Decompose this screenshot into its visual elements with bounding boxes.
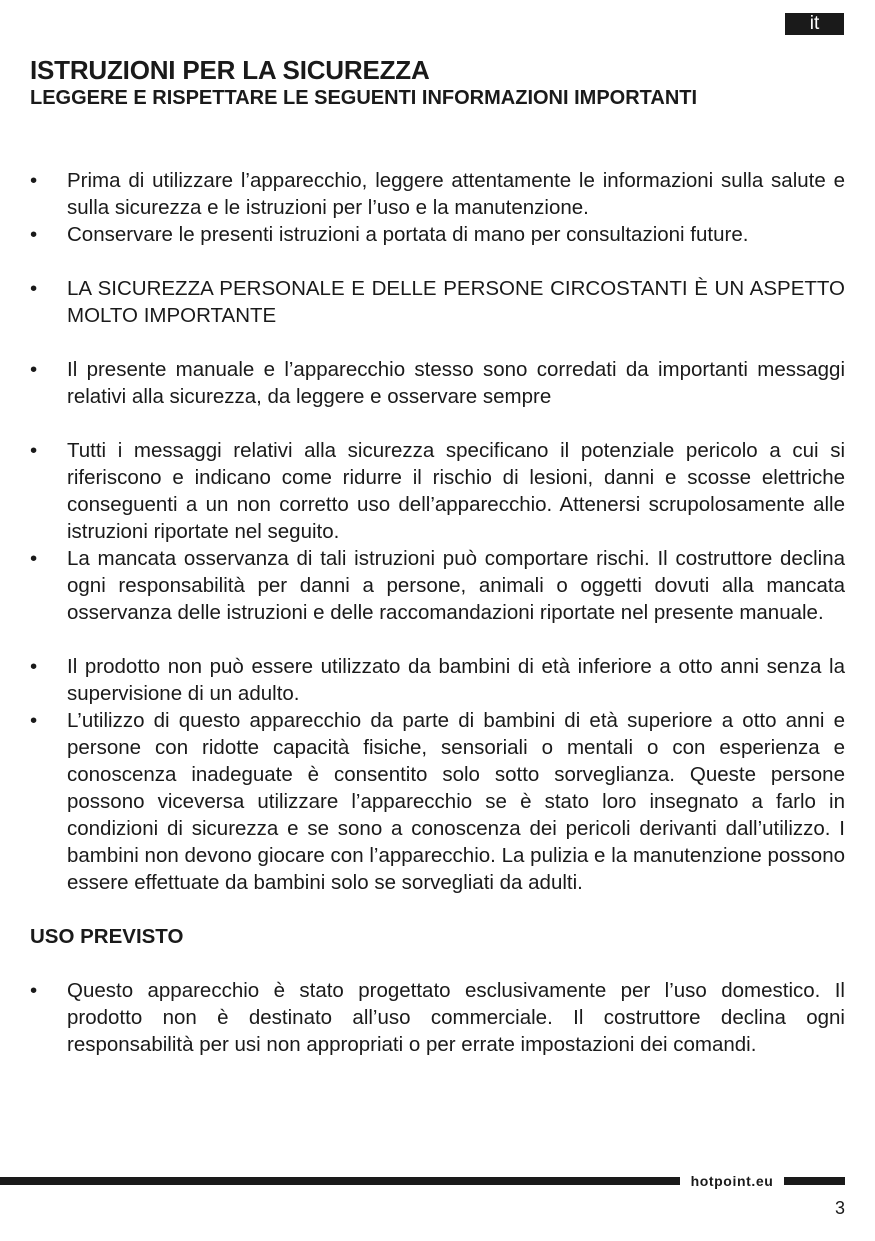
footer-divider-right — [784, 1177, 845, 1185]
list-item: • Il prodotto non può essere utilizzato da bambini di età inferiore a otto anni senza la supervisione di un adulto. — [30, 653, 845, 707]
list-item: • L’utilizzo di questo apparecchio da parte di bambini di età superiore a otto anni e persone con ridotte capacità fisiche, sensoriali o mentali o con esperienza e conoscenza inadeguate è consentito solo sotto sorveglianza. Queste persone possono viceversa utilizzare l’apparecchio se è stato loro insegnato a farlo in condizioni di sicurezza e se sono a conoscenza dei pericoli derivanti dall’utilizzo. I bambini non devono giocare con l’apparecchio. La pulizia e la manutenzione possono essere effettuate da bambini solo se sorvegliati da adulti. — [30, 707, 845, 896]
page-header — [30, 55, 845, 112]
page-title: ISTRUZIONI PER LA SICUREZZA — [30, 55, 430, 85]
section-heading: USO PREVISTO — [30, 925, 184, 948]
page-subtitle: LEGGERE E RISPETTARE LE SEGUENTI INFORMAZIONI IMPORTANTI — [30, 87, 698, 109]
language-tag: it — [785, 13, 844, 35]
list-item: • La mancata osservanza di tali istruzioni può comportare rischi. Il costruttore declina ogni responsabilità per danni a persone, animali o oggetti dovuti alla mancata osservanza delle istruzioni e delle raccomandazioni riportate nel presente manuale. — [30, 545, 845, 626]
list-item: • Conservare le presenti istruzioni a portata di mano per consultazioni future. — [30, 221, 845, 248]
page-number: 3 — [834, 1198, 845, 1218]
list-item: • LA SICUREZZA PERSONALE E DELLE PERSONE CIRCOSTANTI È UN ASPETTO MOLTO IMPORTANTE — [30, 275, 845, 329]
list-item: • Prima di utilizzare l’apparecchio, leggere attentamente le informazioni sulla salute e sulla sicurezza e le istruzioni per l’uso e la manutenzione. — [30, 167, 845, 221]
footer-divider-left — [0, 1177, 680, 1185]
list-item: • Tutti i messaggi relativi alla sicurezza specificano il potenziale pericolo a cui si riferiscono e indicano come ridurre il rischio di lesioni, danni e scosse elettriche conseguenti a un non corretto uso dell’apparecchio. Attenersi scrupolosamente alle istruzioni riportate nel seguito. — [30, 437, 845, 545]
list-item: • Questo apparecchio è stato progettato esclusivamente per l’uso domestico. Il prodotto non è destinato all’uso commerciale. Il costruttore declina ogni responsabilità per usi non appropriati o per errate impostazioni dei comandi. — [30, 977, 845, 1058]
list-item: • Il presente manuale e l’apparecchio stesso sono corredati da importanti messaggi relativi alla sicurezza, da leggere e osservare sempre — [30, 356, 845, 410]
safety-instructions — [30, 167, 845, 1058]
brand-label: hotpoint.eu — [690, 1173, 774, 1189]
